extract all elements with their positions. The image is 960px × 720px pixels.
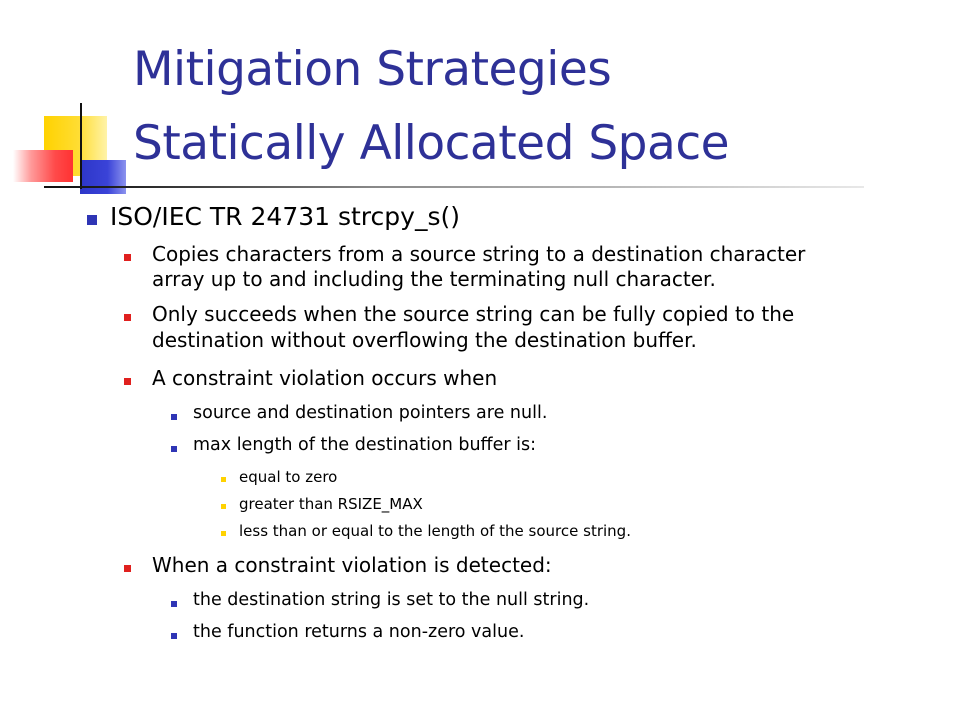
bullet-square-icon <box>124 565 131 572</box>
bullet-succeeds-line2: destination without overflowing the destination buffer. <box>152 328 697 352</box>
bullet-square-icon <box>221 531 226 536</box>
bullet-square-icon <box>124 378 131 385</box>
bullet-copies-line2: array up to and including the terminating null character. <box>152 267 716 291</box>
slide-title-line1: Mitigation Strategies <box>133 42 612 97</box>
bullet-square-icon <box>124 314 131 321</box>
red-bar-decoration <box>13 150 73 182</box>
bullet-square-icon <box>171 446 177 452</box>
blue-square-decoration <box>80 160 126 194</box>
bullet-max-length: max length of the destination buffer is: <box>193 435 537 455</box>
bullet-square-icon <box>124 254 131 261</box>
bullet-square-icon <box>171 633 177 639</box>
bullet-pointers-null: source and destination pointers are null. <box>193 403 548 423</box>
slide-title-line2: Statically Allocated Space <box>133 116 730 171</box>
bullet-square-icon <box>171 601 177 607</box>
vertical-rule <box>80 103 82 189</box>
bullet-square-icon <box>221 504 226 509</box>
bullet-copies-line1: Copies characters from a source string to a destination character <box>152 242 806 266</box>
bullet-dest-null: the destination string is set to the null string. <box>193 590 590 610</box>
bullet-square-icon <box>87 215 97 225</box>
bullet-equal-zero: equal to zero <box>239 468 338 486</box>
bullet-main: ISO/IEC TR 24731 strcpy_s() <box>110 202 460 231</box>
bullet-returns-nonzero: the function returns a non-zero value. <box>193 622 525 642</box>
bullet-square-icon <box>171 414 177 420</box>
bullet-square-icon <box>221 477 226 482</box>
bullet-constraint: A constraint violation occurs when <box>152 366 498 390</box>
bullet-succeeds-line1: Only succeeds when the source string can be fully copied to the <box>152 302 795 326</box>
title-underline-rule <box>44 186 864 188</box>
bullet-greater-rsize: greater than RSIZE_MAX <box>239 495 423 513</box>
bullet-less-equal: less than or equal to the length of the source string. <box>239 522 631 540</box>
bullet-detected: When a constraint violation is detected: <box>152 553 552 577</box>
